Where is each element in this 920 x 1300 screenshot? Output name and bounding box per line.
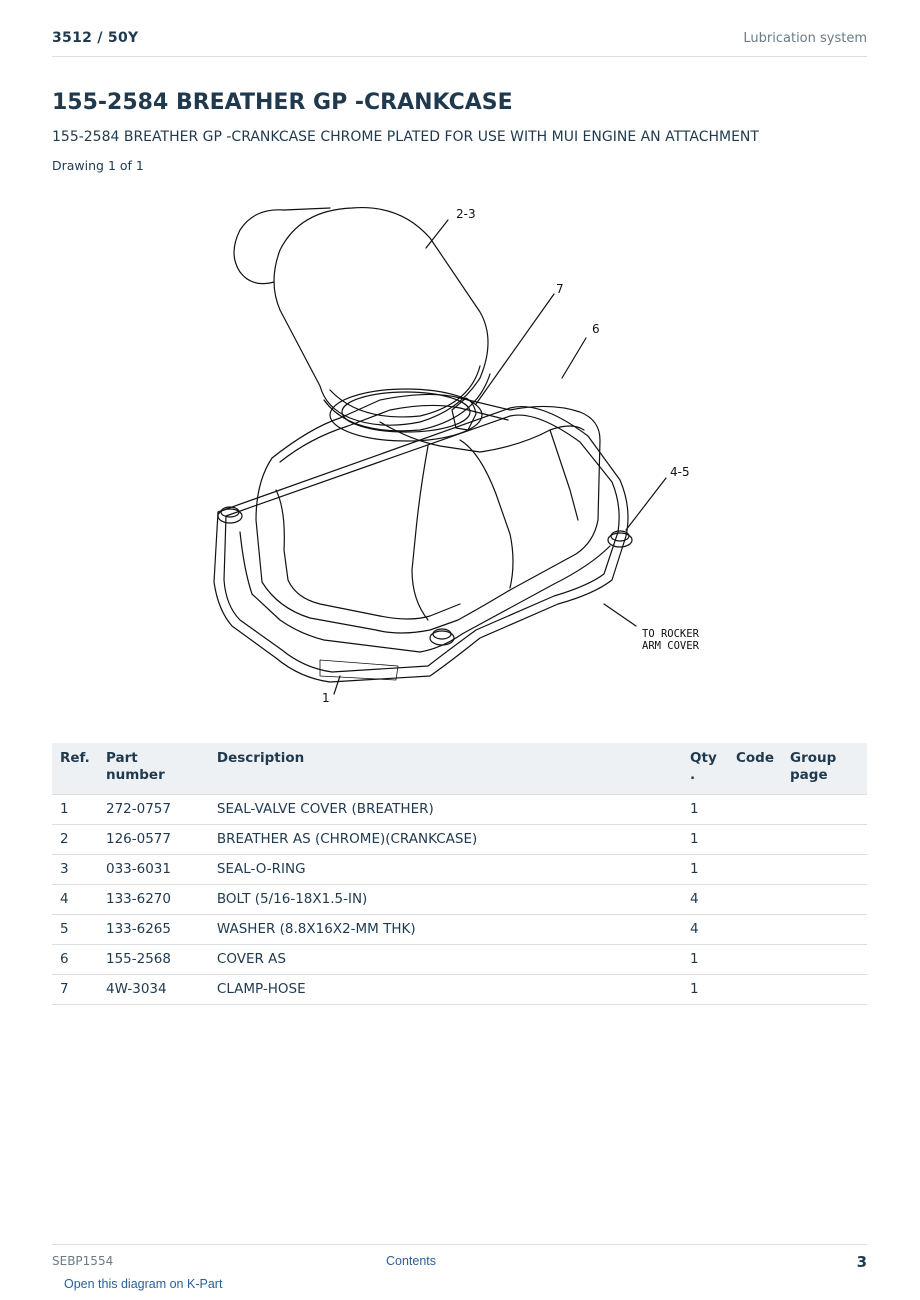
row-ref: 2 [52, 825, 98, 855]
row-part-number: 126-0577 [98, 825, 209, 855]
row-qty: 1 [682, 945, 728, 975]
row-code [728, 915, 782, 945]
breather-tube [234, 210, 284, 284]
parts-diagram [180, 190, 740, 720]
row-group-page [782, 885, 867, 915]
row-ref: 6 [52, 945, 98, 975]
header-part-number: Part number [98, 743, 209, 795]
row-part-number: 155-2568 [98, 945, 209, 975]
callout-7: 7 [556, 282, 564, 296]
row-part-number: 272-0757 [98, 795, 209, 825]
row-group-page [782, 915, 867, 945]
header-qty: Qty . [682, 743, 728, 795]
contents-link[interactable]: Contents [386, 1254, 437, 1268]
table-row [52, 825, 867, 855]
callout-4-5: 4-5 [670, 465, 690, 479]
note-line-2: ARM COVER [642, 640, 699, 652]
page-header [52, 30, 867, 57]
table-row [52, 855, 867, 885]
row-group-page [782, 825, 867, 855]
row-ref: 7 [52, 975, 98, 1005]
row-part-number: 133-6270 [98, 885, 209, 915]
row-description: SEAL-O-RING [209, 855, 682, 885]
row-code [728, 885, 782, 915]
page-title: 155-2584 BREATHER GP -CRANKCASE [52, 90, 513, 115]
header-code: Code [728, 743, 782, 795]
row-qty: 1 [682, 855, 728, 885]
header-description: Description [209, 743, 682, 795]
row-part-number: 4W-3034 [98, 975, 209, 1005]
row-qty: 4 [682, 915, 728, 945]
row-qty: 4 [682, 885, 728, 915]
section-label: Lubrication system [743, 31, 867, 46]
row-ref: 4 [52, 885, 98, 915]
row-description: SEAL-VALVE COVER (BREATHER) [209, 795, 682, 825]
row-description: BOLT (5/16-18X1.5-IN) [209, 885, 682, 915]
parts-table [52, 743, 867, 1005]
row-part-number: 033-6031 [98, 855, 209, 885]
page-number: 3 [856, 1253, 867, 1271]
row-part-number: 133-6265 [98, 915, 209, 945]
row-qty: 1 [682, 795, 728, 825]
table-header-row [52, 743, 867, 795]
row-ref: 1 [52, 795, 98, 825]
row-code [728, 975, 782, 1005]
row-description: CLAMP-HOSE [209, 975, 682, 1005]
callout-2-3: 2-3 [456, 207, 476, 221]
page-subtitle: 155-2584 BREATHER GP -CRANKCASE CHROME PLATED FOR USE WITH MUI ENGINE AN ATTACHMENT [52, 129, 759, 145]
breather-body [274, 208, 488, 426]
row-group-page [782, 855, 867, 885]
note-line-1: TO ROCKER [642, 628, 699, 640]
row-code [728, 945, 782, 975]
table-row [52, 945, 867, 975]
table-row [52, 975, 867, 1005]
document-id: SEBP1554 [52, 1254, 114, 1268]
row-description: BREATHER AS (CHROME)(CRANKCASE) [209, 825, 682, 855]
row-code [728, 825, 782, 855]
callout-1: 1 [322, 691, 330, 705]
model-label: 3512 / 50Y [52, 30, 139, 46]
row-code [728, 855, 782, 885]
drawing-counter: Drawing 1 of 1 [52, 158, 144, 173]
row-qty: 1 [682, 975, 728, 1005]
row-group-page [782, 945, 867, 975]
row-group-page [782, 975, 867, 1005]
row-group-page [782, 795, 867, 825]
page-footer [52, 1244, 867, 1271]
table-row [52, 885, 867, 915]
row-ref: 3 [52, 855, 98, 885]
row-qty: 1 [682, 825, 728, 855]
row-description: WASHER (8.8X16X2-MM THK) [209, 915, 682, 945]
table-row [52, 915, 867, 945]
kpart-diagram-link[interactable]: Open this diagram on K-Part [64, 1277, 223, 1291]
row-code [728, 795, 782, 825]
table-row [52, 795, 867, 825]
header-ref: Ref. [52, 743, 98, 795]
callout-6: 6 [592, 322, 600, 336]
row-ref: 5 [52, 915, 98, 945]
row-description: COVER AS [209, 945, 682, 975]
header-group-page: Group page [782, 743, 867, 795]
